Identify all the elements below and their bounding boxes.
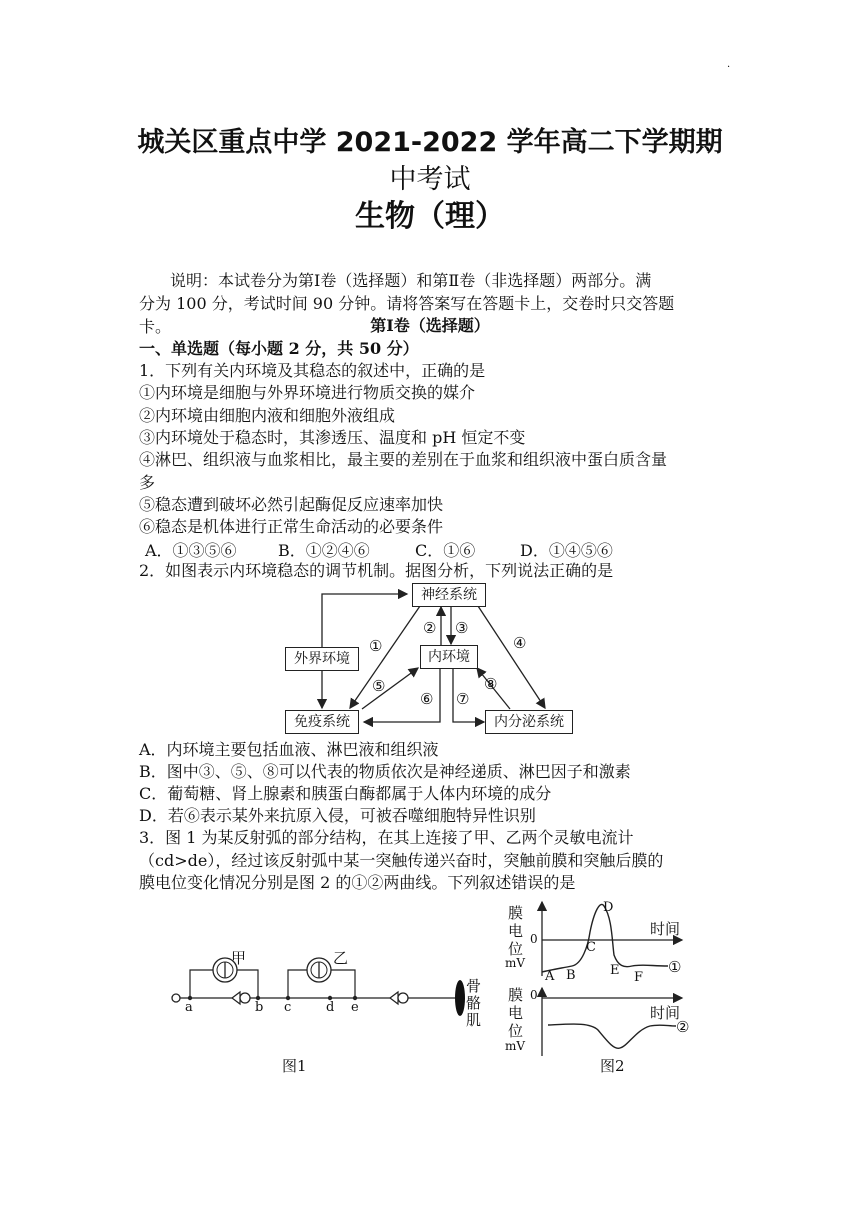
endocrine-system-box: 内分泌系统 bbox=[485, 710, 573, 734]
q2-option-a: A．内环境主要包括血液、淋巴液和组织液 bbox=[139, 740, 439, 759]
curve-1-label: ① bbox=[668, 958, 682, 976]
fig2-ylabel-3: 位 bbox=[508, 940, 524, 958]
diagram-label-2: ② bbox=[423, 619, 437, 637]
q1-statement-3: ③内环境处于稳态时，其渗透压、温度和 pH 恒定不变 bbox=[139, 428, 526, 447]
point-E-label: E bbox=[610, 963, 620, 978]
diagram-label-3: ③ bbox=[455, 619, 469, 637]
fig2-ylabel-unit: mV bbox=[505, 956, 526, 970]
diagram-label-8: ⑧ bbox=[484, 675, 498, 693]
point-b-label: b bbox=[255, 1000, 264, 1015]
fig2b-ylabel-2: 电 bbox=[508, 1004, 524, 1022]
q1-statement-4a: ④淋巴、组织液与血浆相比，最主要的差别在于血浆和组织液中蛋白质含量 bbox=[139, 450, 668, 469]
q2-option-c: C．葡萄糖、肾上腺素和胰蛋白酶都属于人体内环境的成分 bbox=[139, 784, 552, 803]
q2-stem: 2．如图表示内环境稳态的调节机制。据图分析，下列说法正确的是 bbox=[139, 561, 614, 580]
part-title: 第Ⅰ卷（选择题） bbox=[370, 316, 490, 335]
fig2-zero-bottom: 0 bbox=[530, 988, 538, 1002]
point-e-label: e bbox=[351, 1000, 359, 1015]
point-d-label: d bbox=[326, 1000, 335, 1015]
point-B-label: B bbox=[566, 968, 576, 983]
muscle-label-3: 肌 bbox=[466, 1011, 482, 1029]
q1-option-a: A．①③⑤⑥ bbox=[145, 541, 237, 560]
point-a-label: a bbox=[185, 1000, 193, 1015]
q1-statement-1: ①内环境是细胞与外界环境进行物质交换的媒介 bbox=[139, 383, 476, 402]
q1-statement-6: ⑥稳态是机体进行正常生命活动的必要条件 bbox=[139, 517, 444, 536]
instructions-line2: 分为 100 分，考试时间 90 分钟。请将答案写在答题卡上，交卷时只交答题 bbox=[139, 294, 675, 313]
q1-statement-2: ②内环境由细胞内液和细胞外液组成 bbox=[139, 406, 396, 425]
instructions-line1: 说明：本试卷分为第Ⅰ卷（选择题）和第Ⅱ卷（非选择题）两部分。满 bbox=[170, 271, 652, 290]
figure-1-caption: 图1 bbox=[282, 1057, 307, 1075]
fig2-xlabel-bottom: 时间 bbox=[650, 1004, 681, 1022]
q1-statement-4b: 多 bbox=[139, 473, 156, 492]
q1-option-d: D．①④⑤⑥ bbox=[520, 541, 613, 560]
point-F-label: F bbox=[634, 970, 644, 985]
fig2b-ylabel-unit: mV bbox=[505, 1039, 526, 1053]
immune-system-box: 免疫系统 bbox=[285, 710, 359, 734]
galvanometer-yi-label: 乙 bbox=[333, 949, 349, 967]
exam-subject: 生物（理） bbox=[355, 199, 505, 234]
q3-line2: （cd>de），经过该反射弧中某一突触传递兴奋时，突触前膜和突触后膜的 bbox=[139, 851, 664, 870]
exam-title-line1: 城关区重点中学 2021-2022 学年高二下学期期 bbox=[137, 127, 723, 158]
section-heading: 一、单选题（每小题 2 分，共 50 分） bbox=[139, 339, 419, 358]
fig2-zero-top: 0 bbox=[530, 932, 538, 946]
fig2b-ylabel-3: 位 bbox=[508, 1022, 524, 1040]
muscle-label-1: 骨 bbox=[466, 977, 482, 995]
fig2-xlabel-top: 时间 bbox=[650, 920, 681, 938]
q1-option-c: C．①⑥ bbox=[415, 541, 476, 560]
point-A-label: A bbox=[545, 969, 555, 984]
figure-2-caption: 图2 bbox=[600, 1057, 625, 1075]
external-environment-box: 外界环境 bbox=[285, 647, 359, 671]
q2-option-d: D．若⑥表示某外来抗原入侵，可被吞噬细胞特异性识别 bbox=[139, 806, 536, 825]
diagram-label-4: ④ bbox=[513, 634, 527, 652]
q1-statement-5: ⑤稳态遭到破坏必然引起酶促反应速率加快 bbox=[139, 495, 444, 514]
q3-line1: 3．图 1 为某反射弧的部分结构，在其上连接了甲、乙两个灵敏电流计 bbox=[139, 828, 634, 847]
diagram-label-7: ⑦ bbox=[456, 690, 470, 708]
internal-environment-box: 内环境 bbox=[420, 645, 478, 669]
point-D-label: D bbox=[603, 900, 614, 915]
point-C-label: C bbox=[586, 940, 596, 955]
q1-option-b: B．①②④⑥ bbox=[278, 541, 370, 560]
q2-option-b: B．图中③、⑤、⑧可以代表的物质依次是神经递质、淋巴因子和激素 bbox=[139, 762, 631, 781]
curve-2-label: ② bbox=[676, 1018, 690, 1036]
muscle-label-2: 骼 bbox=[466, 994, 482, 1012]
instructions-line3: 卡。 bbox=[139, 317, 172, 336]
fig2b-ylabel-1: 膜 bbox=[508, 986, 524, 1004]
nervous-system-box: 神经系统 bbox=[412, 583, 486, 607]
diagram-label-5: ⑤ bbox=[372, 677, 386, 695]
diagram-label-1: ① bbox=[369, 637, 383, 655]
galvanometer-jia-label: 甲 bbox=[231, 949, 247, 967]
exam-title-line2: 中考试 bbox=[389, 164, 471, 195]
q1-stem: 1．下列有关内环境及其稳态的叙述中，正确的是 bbox=[139, 361, 486, 380]
fig2-ylabel-2: 电 bbox=[508, 922, 524, 940]
corner-mark: · bbox=[727, 62, 731, 73]
diagram-label-6: ⑥ bbox=[420, 690, 434, 708]
fig2-ylabel-1: 膜 bbox=[508, 904, 524, 922]
q3-line3: 膜电位变化情况分别是图 2 的①②两曲线。下列叙述错误的是 bbox=[139, 873, 576, 892]
point-c-label: c bbox=[284, 1000, 292, 1015]
